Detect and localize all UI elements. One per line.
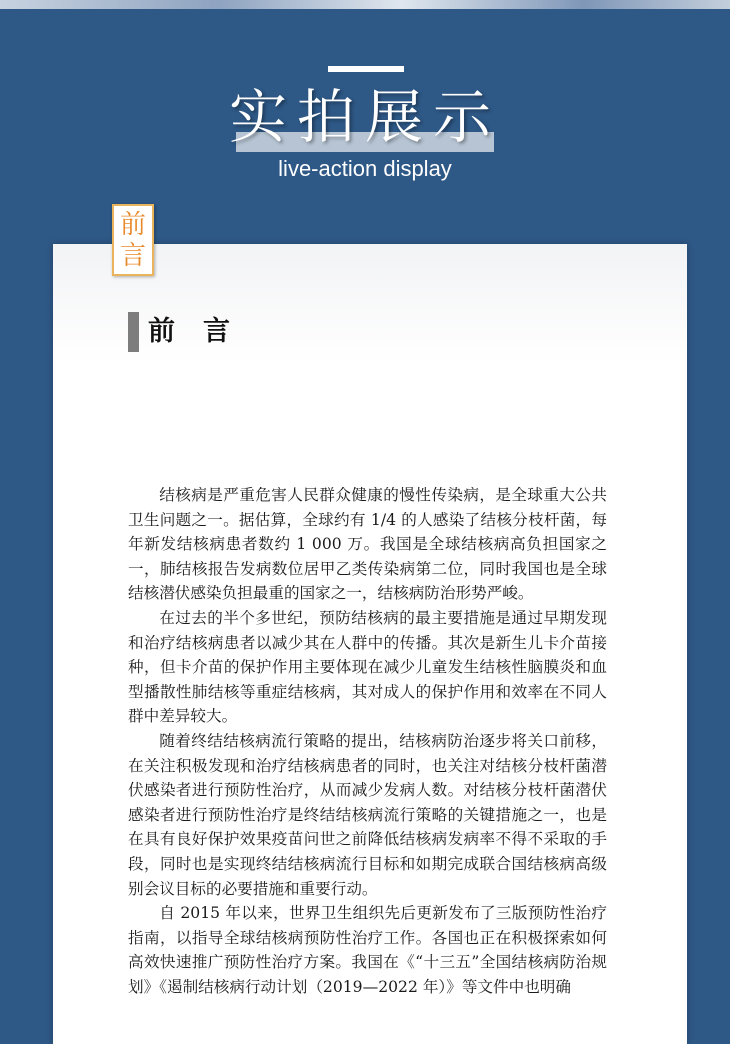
document-heading: 前言 xyxy=(148,316,258,347)
title-accent-bar xyxy=(328,66,404,72)
top-decorative-strip xyxy=(0,0,730,9)
paragraph: 随着终结结核病流行策略的提出，结核病防治逐步将关口前移，在关注积极发现和治疗结核病患者的同时，也关注对结核分枝杆菌潜伏感染者进行预防性治疗，从而减少发病人数。对结核分枝杆菌潜伏感染者进行预防性治疗是终结结核病流行策略的关键措施之一，也是在具有良好保护效果疫苗问世之前降低结核病发病率不得不采取的手段，同时也是实现终结结核病流行目标和如期完成联合国结核病高级别会议目标的必要措施和重要行动。 xyxy=(128,731,607,898)
paragraph: 在过去的半个多世纪，预防结核病的最主要措施是通过早期发现和治疗结核病患者以减少其在人群中的传播。其次是新生儿卡介苗接种，但卡介苗的保护作用主要体现在减少儿童发生结核性脑膜炎和血型播散性肺结核等重症结核病，其对成人的保护作用和效率在不同人群中差异较大。 xyxy=(128,608,607,726)
heading-marker xyxy=(128,312,139,352)
paragraph: 自 2015 年以来，世界卫生组织先后更新发布了三版预防性治疗指南，以指导全球结核病预防性治疗工作。各国也正在积极探索如何高效快速推广预防性治疗方案。我国在《“十三五”全国结核病防治规划》《遏制结核病行动计划（2019—2022 年）》等文件中也明确 xyxy=(128,904,607,996)
page-title: 实拍展示 xyxy=(228,83,501,151)
section-tab xyxy=(112,204,154,276)
page-subtitle: live-action display xyxy=(278,156,452,181)
document-body xyxy=(128,483,607,999)
section-tab-label: 前言 xyxy=(119,210,146,271)
paragraph: 结核病是严重危害人民群众健康的慢性传染病，是全球重大公共卫生问题之一。据估算，全球约有 1/4 的人感染了结核分枝杆菌，每年新发结核病患者数约 1 000 万。我国是全球结核病高负担国家之一，肺结核报告发病数位居甲乙类传染病第二位，同时我国也是全球结核潜伏感染负担最重的国家之一，结核病防治形势严峻。 xyxy=(128,486,607,603)
